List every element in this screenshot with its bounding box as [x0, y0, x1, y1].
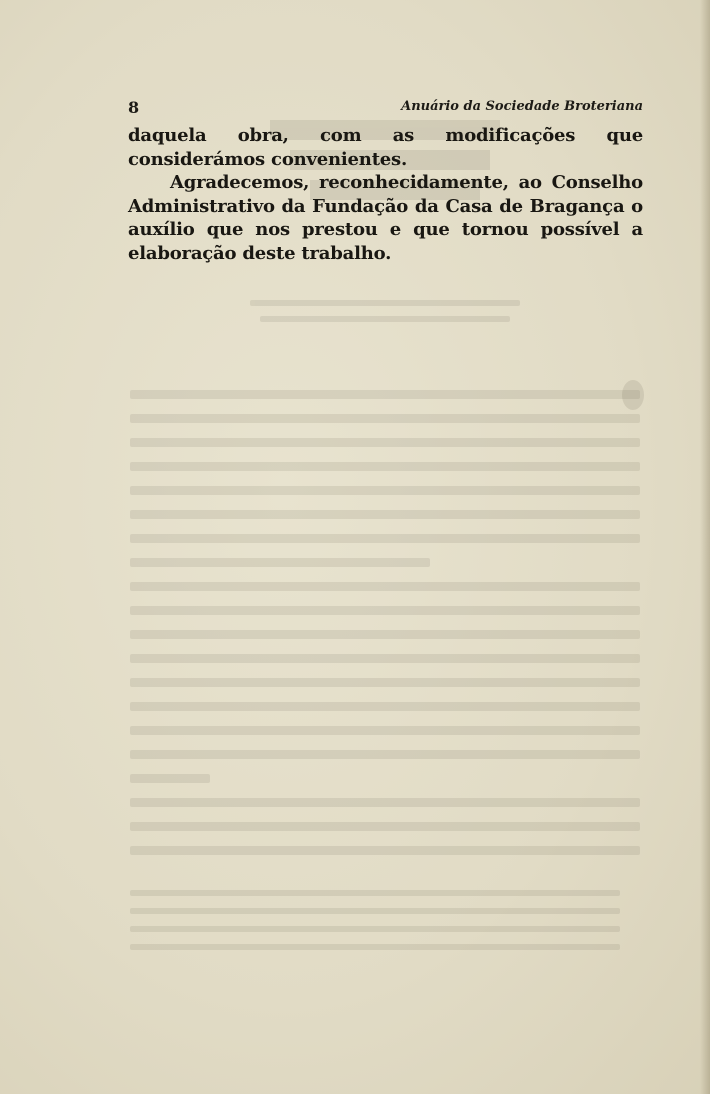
- page-number: 8: [128, 98, 140, 117]
- page-edge-shadow: [700, 0, 710, 1094]
- paragraph-2: Agradecemos, reconhecidamente, ao Conselho Administrativo da Fundação da Casa de Bragança o auxílio que nos prestou e que tornou possível a elaboração deste trabalho.: [128, 172, 643, 264]
- paper-stain: [622, 380, 644, 410]
- running-head: Anuário da Sociedade Broteriana: [401, 99, 643, 114]
- paragraph-1: daquela obra, com as modificações que considerámos convenientes.: [128, 125, 643, 170]
- page-header: [128, 98, 643, 120]
- body-text: [128, 124, 643, 265]
